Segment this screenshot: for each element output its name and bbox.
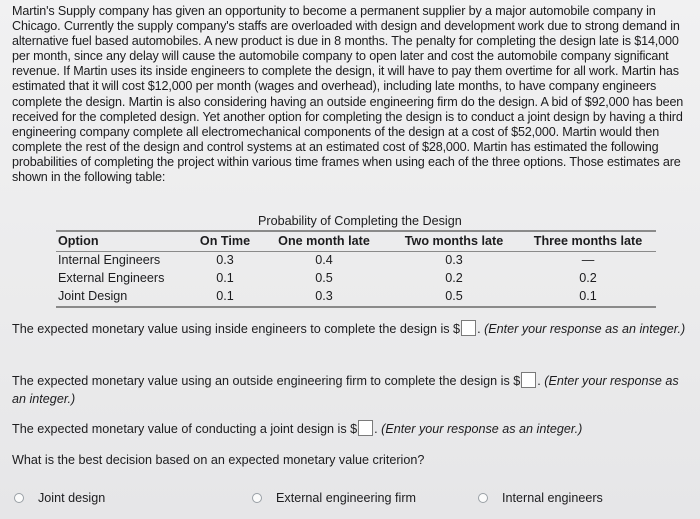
answer-input-outside[interactable] <box>521 372 536 388</box>
header-three-months-late: Three months late <box>520 231 656 252</box>
header-option: Option <box>56 231 190 252</box>
choice-label: Joint design <box>38 491 106 505</box>
cell-two-late: 0.2 <box>445 271 463 285</box>
decision-question: What is the best decision based on an expected monetary value criterion? <box>12 453 425 467</box>
question-hint: (Enter your response as an integer.) <box>484 322 686 336</box>
cell-three-late: — <box>581 253 595 267</box>
cell-on-time: 0.3 <box>216 253 234 267</box>
question-text: The expected monetary value of conducting a joint design is $ <box>12 422 358 436</box>
cell-on-time: 0.1 <box>216 271 234 285</box>
decision-choices <box>12 491 692 511</box>
question-text: The expected monetary value using an outside engineering firm to complete the design is $ <box>12 374 521 388</box>
table-header-row <box>56 231 656 252</box>
row-option: Internal Engineers <box>58 253 161 267</box>
question-text: The expected monetary value using inside engineers to complete the design is $ <box>12 322 461 336</box>
question-outside-firm: The expected monetary value using an outside engineering firm to complete the design is $ . (Enter your response as an integer.) <box>12 374 679 406</box>
question-hint: (Enter your response as an integer.) <box>12 374 679 406</box>
radio-button[interactable] <box>252 493 262 503</box>
probability-table <box>56 230 656 308</box>
table-row-external <box>56 270 656 288</box>
cell-one-late: 0.5 <box>315 271 333 285</box>
choice-joint-design[interactable] <box>14 491 105 505</box>
header-on-time: On Time <box>190 231 260 252</box>
answer-input-joint[interactable] <box>358 420 373 436</box>
table-row-joint <box>56 288 656 307</box>
cell-one-late: 0.4 <box>315 253 333 267</box>
cell-two-late: 0.3 <box>445 253 463 267</box>
cell-three-late: 0.1 <box>520 288 656 307</box>
question-joint-design: The expected monetary value of conducting a joint design is $ . (Enter your response as an integer.) <box>12 422 583 436</box>
table-title: Probability of Completing the Design <box>258 214 462 228</box>
cell-three-late: 0.2 <box>579 271 597 285</box>
choice-internal-engineers[interactable] <box>478 491 603 505</box>
cell-one-late: 0.3 <box>260 288 388 307</box>
question-inside-engineers: The expected monetary value using inside engineers to complete the design is $ . (Enter your response as an integer.) <box>12 322 686 336</box>
table-row-internal <box>56 252 656 271</box>
choice-label: Internal engineers <box>502 491 603 505</box>
problem-statement: Martin's Supply company has given an opportunity to become a permanent supplier by a major automobile company in Chicago. Currently the supply company's staffs are overloaded with design and development work due to strong demand in alternative fuel based automobiles. A new product is due in 8 months. The penalty for completing the design late is $14,000 per month, since any delay will cause the automobile company to open later and cost the automobile company significant revenue. If Martin uses its inside engineers to complete the design, it will have to pay them overtime for all work. Martin has estimated that it will cost $12,000 per month (wages and overhead), including late months, to have company engineers complete the design. Martin is also considering having an outside engineering firm do the design. A bid of $92,000 has been received for the completed design. Yet another option for completing the design is to conduct a joint design by having a third engineering company complete all electromechanical components of the design at a cost of $52,000. Martin would then complete the rest of the design and control systems at an estimated cost of $28,000. Martin has estimated the following probabilities of completing the project within various time frames when using each of the three options. Those estimates are shown in the following table: <box>12 4 684 185</box>
row-option: Joint Design <box>56 288 190 307</box>
cell-two-late: 0.5 <box>388 288 520 307</box>
row-option: External Engineers <box>58 271 165 285</box>
header-one-month-late: One month late <box>260 231 388 252</box>
question-hint: (Enter your response as an integer.) <box>381 422 583 436</box>
choice-external-firm[interactable] <box>252 491 416 505</box>
radio-button[interactable] <box>14 493 24 503</box>
choice-label: External engineering firm <box>276 491 417 505</box>
cell-on-time: 0.1 <box>190 288 260 307</box>
header-two-months-late: Two months late <box>388 231 520 252</box>
radio-button[interactable] <box>478 493 488 503</box>
answer-input-inside[interactable] <box>461 320 476 336</box>
